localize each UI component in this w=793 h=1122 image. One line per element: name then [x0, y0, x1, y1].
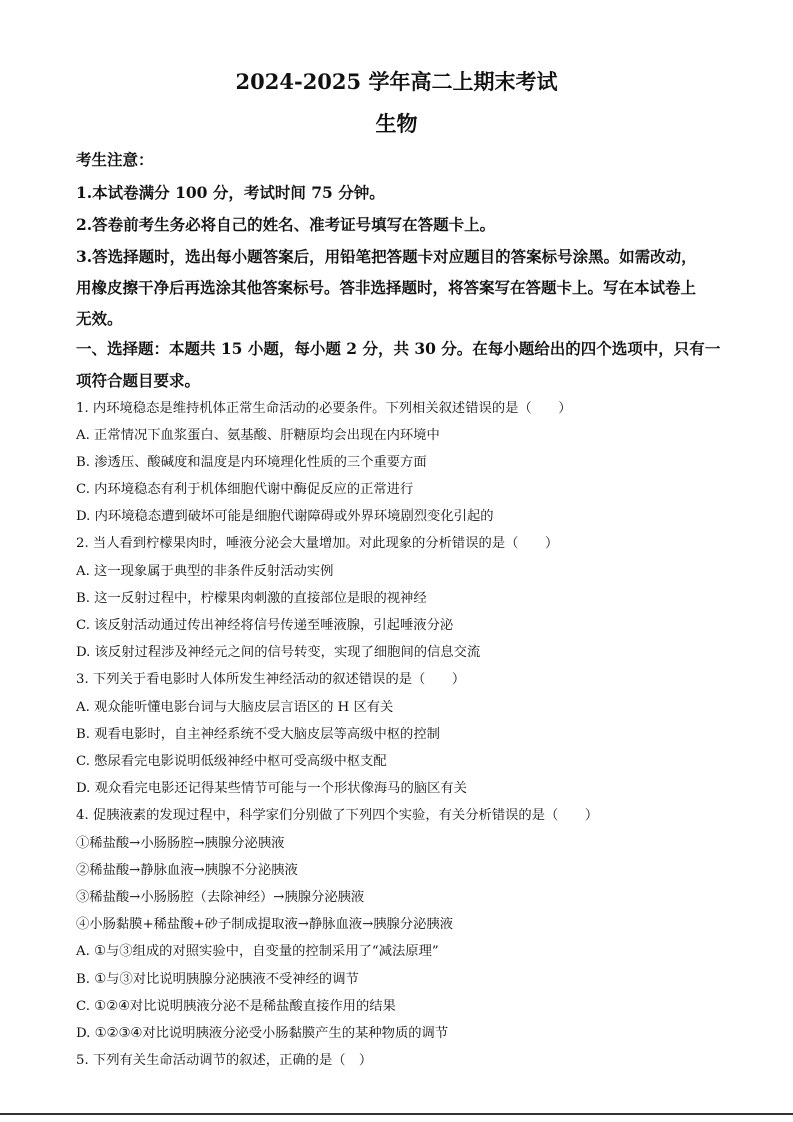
question-option: A. 这一现象属于典型的非条件反射活动实例 — [76, 564, 334, 579]
question-option: A. 正常情况下血浆蛋白、氨基酸、肝糖原均会出现在内环境中 — [76, 428, 440, 443]
exam-subject: 生物 — [375, 111, 418, 136]
question-option: B. 这一反射过程中，柠檬果肉刺激的直接部位是眼的视神经 — [76, 591, 427, 606]
experiment-item: ③稀盐酸→小肠肠腔（去除神经）→胰腺分泌胰液 — [76, 890, 365, 905]
notice-line: 无效。 — [76, 309, 123, 328]
question-option: C. ①②④对比说明胰液分泌不是稀盐酸直接作用的结果 — [76, 999, 396, 1014]
question-option: C. 该反射活动通过传出神经将信号传递至唾液腺，引起唾液分泌 — [76, 618, 454, 633]
question-option: C. 憋尿看完电影说明低级神经中枢可受高级中枢支配 — [76, 754, 387, 769]
question-stem: 5. 下列有关生命活动调节的叙述，正确的是（ ） — [76, 1053, 373, 1068]
experiment-item: ④小肠黏膜+稀盐酸+砂子制成提取液→静脉血液→胰腺分泌胰液 — [76, 917, 453, 932]
question-option: A. ①与③组成的对照实验中，自变量的控制采用了“减法原理” — [76, 944, 439, 959]
notice-heading: 考生注意： — [76, 150, 154, 169]
question-option: D. 内环境稳态遭到破坏可能是细胞代谢障碍或外界环境剧烈变化引起的 — [76, 509, 494, 524]
question-stem: 1. 内环境稳态是维持机体正常生命活动的必要条件。下列相关叙述错误的是（ ） — [76, 401, 572, 416]
notice-line: 3.答选择题时，选出每小题答案后，用铅笔把答题卡对应题目的答案标号涂黑。如需改动， — [76, 247, 697, 266]
question-option: B. 观看电影时，自主神经系统不受大脑皮层等高级中枢的控制 — [76, 727, 440, 742]
question-option: D. 观众看完电影还记得某些情节可能与一个形状像海马的脑区有关 — [76, 781, 467, 796]
section-heading: 一、选择题：本题共 15 小题，每小题 2 分，共 30 分。在每小题给出的四个选项中，只有一 — [76, 339, 721, 358]
question-stem: 4. 促胰液素的发现过程中，科学家们分别做了下列四个实验，有关分析错误的是（ ） — [76, 808, 599, 823]
section-heading: 项符合题目要求。 — [76, 371, 201, 390]
question-option: B. ①与③对比说明胰腺分泌胰液不受神经的调节 — [76, 972, 359, 987]
question-option: C. 内环境稳态有利于机体细胞代谢中酶促反应的正常进行 — [76, 482, 414, 497]
question-option: D. ①②③④对比说明胰液分泌受小肠黏膜产生的某种物质的调节 — [76, 1026, 449, 1041]
question-option: A. 观众能听懂电影台词与大脑皮层言语区的 H 区有关 — [76, 700, 394, 715]
notice-line: 1.本试卷满分 100 分，考试时间 75 分钟。 — [76, 183, 385, 202]
question-stem: 3. 下列关于看电影时人体所发生神经活动的叙述错误的是（ ） — [76, 672, 466, 687]
question-option: D. 该反射过程涉及神经元之间的信号转变，实现了细胞间的信息交流 — [76, 645, 481, 660]
notice-line: 2.答卷前考生务必将自己的姓名、准考证号填写在答题卡上。 — [76, 215, 496, 234]
exam-title: 2024-2025 学年高二上期末考试 — [235, 69, 558, 94]
page-bottom-rule — [0, 1113, 793, 1115]
experiment-item: ①稀盐酸→小肠肠腔→胰腺分泌胰液 — [76, 836, 285, 851]
experiment-item: ②稀盐酸→静脉血液→胰腺不分泌胰液 — [76, 863, 298, 878]
question-option: B. 渗透压、酸碱度和温度是内环境理化性质的三个重要方面 — [76, 455, 427, 470]
notice-line: 用橡皮擦干净后再选涂其他答案标号。答非选择题时，将答案写在答题卡上。写在本试卷上 — [76, 278, 697, 297]
question-stem: 2. 当人看到柠檬果肉时，唾液分泌会大量增加。对此现象的分析错误的是（ ） — [76, 536, 559, 551]
